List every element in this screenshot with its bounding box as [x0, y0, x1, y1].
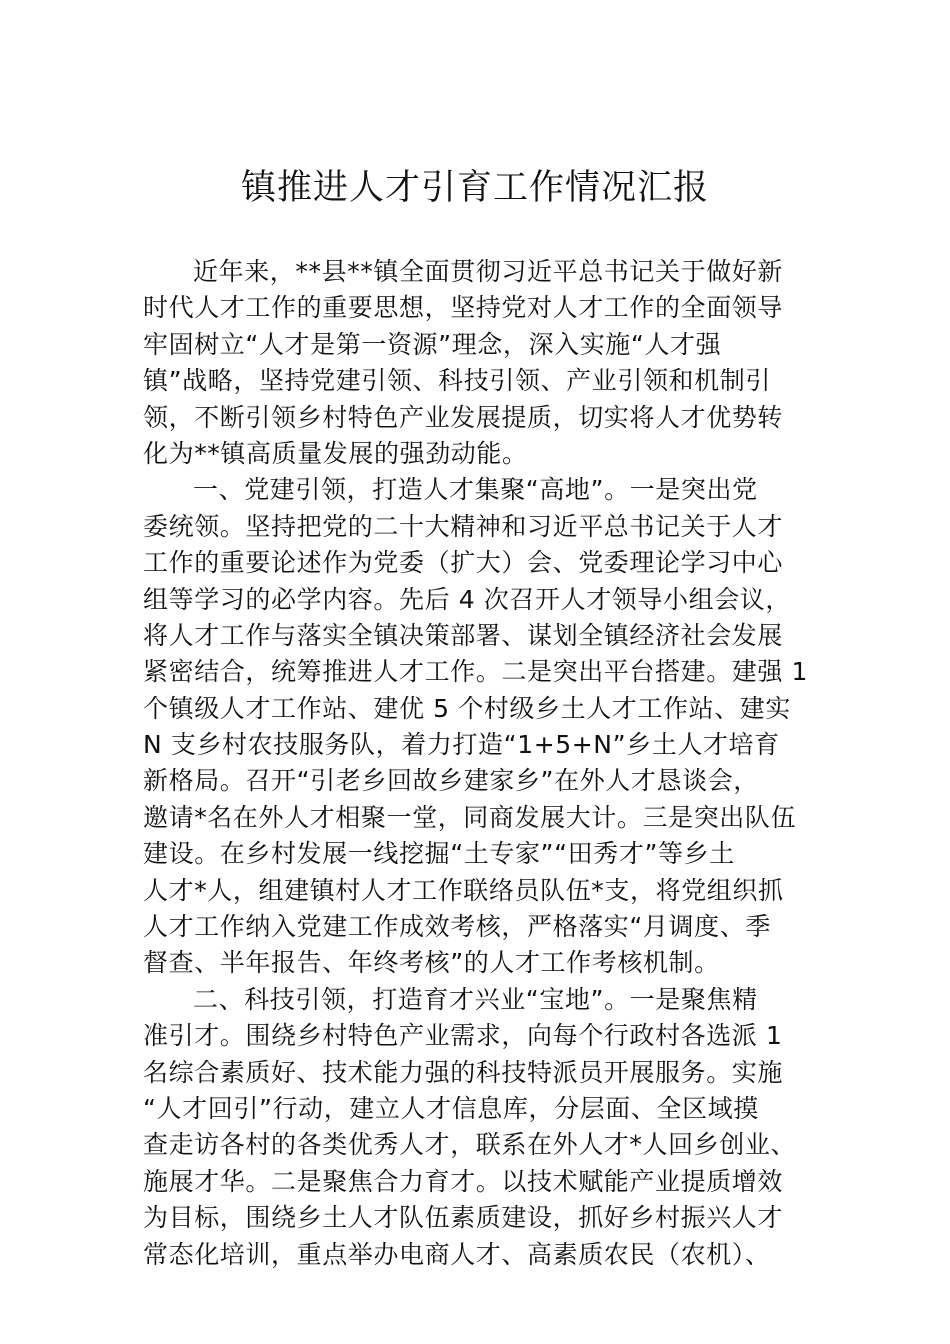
document-title: 镇推进人才引育工作情况汇报 — [240, 168, 709, 208]
paragraph-line: 施展才华。二是聚焦合力育才。以技术赋能产业提质增效 — [143, 1166, 784, 1196]
paragraph-line: 工作的重要论述作为党委（扩大）会、党委理论学习中心 — [143, 548, 784, 578]
paragraph-line: 时代人才工作的重要思想，坚持党对人才工作的全面领导 — [143, 293, 784, 323]
paragraph-line: 领，不断引领乡村特色产业发展提质，切实将人才优势转 — [143, 402, 784, 432]
paragraph-line: 人才工作纳入党建工作成效考核，严格落实“月调度、季 — [143, 912, 771, 942]
paragraph-line: 镇”战略，坚持党建引领、科技引领、产业引领和机制引 — [143, 366, 771, 396]
paragraph-line: 名综合素质好、技术能力强的科技特派员开展服务。实施 — [143, 1057, 784, 1087]
paragraph-line: 二、科技引领，打造育才兴业“宝地”。一是聚焦精 — [193, 984, 758, 1014]
paragraph-line: 为目标，围绕乡土人才队伍素质建设，抓好乡村振兴人才 — [143, 1203, 784, 1233]
paragraph-line: 人才*人，组建镇村人才工作联络员队伍*支，将党组织抓 — [143, 875, 784, 905]
paragraph-line: 准引才。围绕乡村特色产业需求，向每个行政村各选派 1 — [143, 1021, 783, 1051]
paragraph-line: 建设。在乡村发展一线挖掘“土专家”“田秀才”等乡土 — [143, 839, 735, 869]
paragraph-line: 组等学习的必学内容。先后 4 次召开人才领导小组会议， — [143, 584, 792, 614]
paragraph-line: 新格局。召开“引老乡回故乡建家乡”在外人才恳谈会， — [143, 766, 759, 796]
paragraph-line: 查走访各村的各类优秀人才，联系在外人才*人回乡创业、 — [143, 1130, 797, 1160]
paragraph-line: 化为**镇高质量发展的强劲动能。 — [143, 438, 528, 468]
document-body — [143, 254, 813, 1273]
paragraph-line: 督查、半年报告、年终考核”的人才工作考核机制。 — [143, 948, 720, 978]
paragraph-line: 一、党建引领，打造人才集聚“高地”。一是突出党 — [193, 475, 758, 505]
paragraph-line: 常态化培训，重点举办电商人才、高素质农民（农机）、 — [143, 1239, 771, 1269]
paragraph-line: “人才回引”行动，建立人才信息库，分层面、全区域摸 — [143, 1093, 759, 1123]
paragraph-line: 牢固树立“人才是第一资源”理念，深入实施“人才强 — [143, 329, 722, 359]
paragraph-line: 邀请*名在外人才相聚一堂，同商发展大计。三是突出队伍 — [143, 802, 797, 832]
paragraph-line: 委统领。坚持把党的二十大精神和习近平总书记关于人才 — [143, 511, 784, 541]
paragraph-line: 近年来，**县**镇全面贯彻习近平总书记关于做好新 — [193, 257, 784, 286]
paragraph-line: 个镇级人才工作站、建优 5 个村级乡土人才工作站、建实 — [143, 693, 792, 723]
paragraph-line: N 支乡村农技服务队，着力打造“1+5+N”乡土人才培育 — [143, 730, 780, 760]
paragraph-line: 紧密结合，统筹推进人才工作。二是突出平台搭建。建强 1 — [143, 657, 809, 687]
paragraph-line: 将人才工作与落实全镇决策部署、谋划全镇经济社会发展 — [143, 620, 784, 650]
